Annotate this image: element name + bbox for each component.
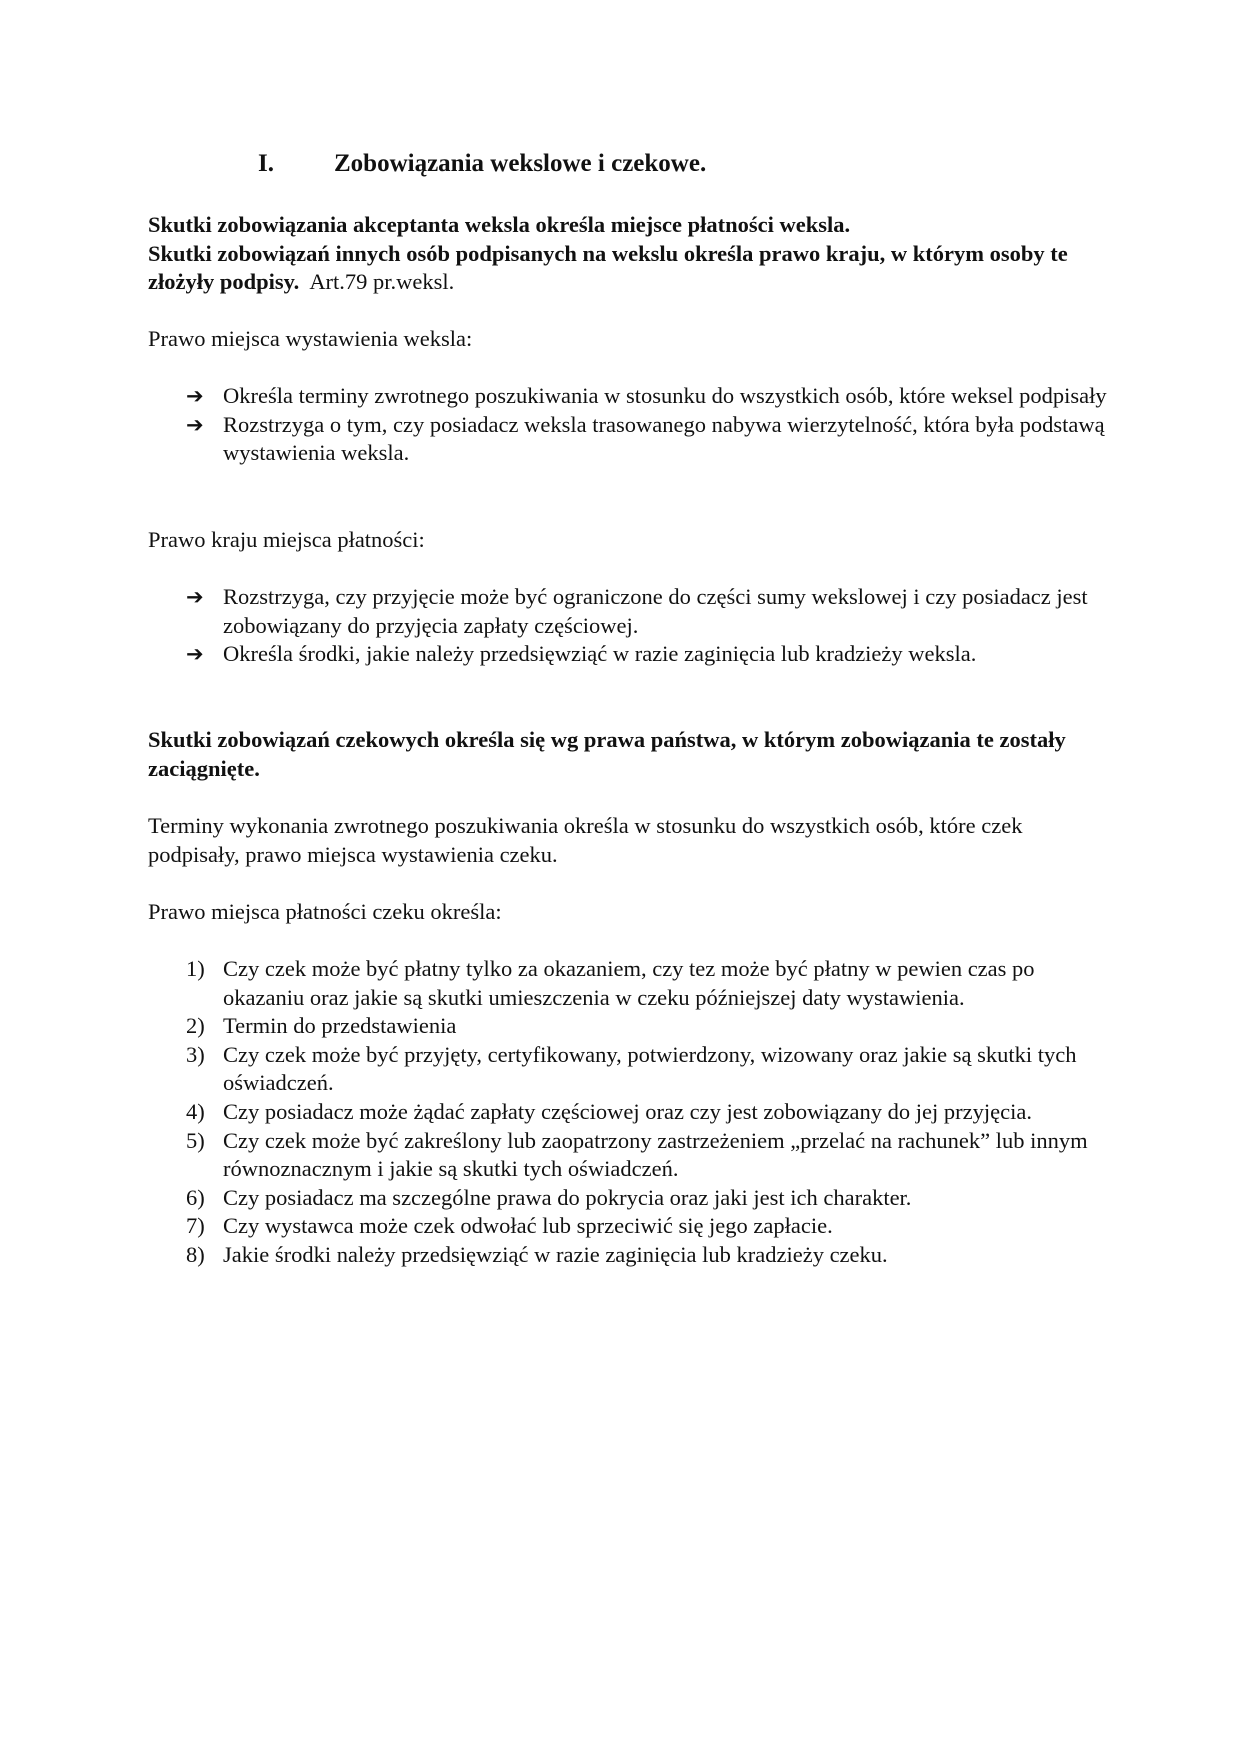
intro-line-others: Skutki zobowiązań innych osób podpisanych na wekslu określa prawo kraju, w którym osoby te złożyły podpisy. Art.79 pr.weksl. <box>148 240 1068 295</box>
section1-label: Prawo miejsca wystawienia weksla: <box>148 326 473 351</box>
section2-label: Prawo kraju miejsca płatności: <box>148 527 425 552</box>
list-item: ➔ Rozstrzyga, czy przyjęcie może być ograniczone do części sumy wekslowej i czy posiadacz jest zobowiązany do przyjęcia zapłaty częściowej. <box>186 584 1088 638</box>
item-number: 6) <box>186 1184 205 1210</box>
list-item: ➔ Określa terminy zwrotnego poszukiwania w stosunku do wszystkich osób, które weksel podpisały <box>148 382 1108 411</box>
list-item: ➔ Określa środki, jakie należy przedsięwziąć w razie zaginięcia lub kradzieży weksla. <box>148 640 1108 669</box>
list-item: 6) Czy posiadacz ma szczególne prawa do pokrycia oraz jaki jest ich charakter. <box>148 1184 1108 1213</box>
intro-paragraph <box>148 211 1108 297</box>
cheque-statement: Skutki zobowiązań czekowych określa się wg prawa państwa, w którym zobowiązania te zostały zaciągnięte. <box>148 727 1066 781</box>
item-number: 3) <box>186 1041 205 1067</box>
right-arrow-icon: ➔ <box>186 642 204 667</box>
item-number: 7) <box>186 1213 205 1239</box>
section1-list <box>148 382 1108 468</box>
article-citation: Art.79 pr.weksl. <box>309 269 455 295</box>
list-item: 8) Jakie środki należy przedsięwziąć w razie zaginięcia lub kradzieży czeku. <box>148 1241 1108 1270</box>
list-item: 4) Czy posiadacz może żądać zapłaty częściowej oraz czy jest zobowiązany do jej przyjęcia. <box>148 1098 1108 1127</box>
section-number: I. <box>258 150 274 177</box>
item-number: 1) <box>186 956 205 981</box>
right-arrow-icon: ➔ <box>186 585 204 609</box>
item-number: 8) <box>186 1241 205 1267</box>
item-number: 2) <box>186 1013 205 1039</box>
cheque-payment-label: Prawo miejsca płatności czeku określa: <box>148 899 502 924</box>
section2-list <box>148 583 1108 669</box>
list-item: 7) Czy wystawca może czek odwołać lub sprzeciwić się jego zapłacie. <box>148 1212 1108 1241</box>
list-item: 5) Czy czek może być zakreślony lub zaopatrzony zastrzeżeniem „przelać na rachunek” lub innym równoznacznym i jakie są skutki tych oświadczeń. <box>186 1127 1088 1182</box>
list-item: 3) Czy czek może być przyjęty, certyfikowany, potwierdzony, wizowany oraz jakie są skutki tych oświadczeń. <box>186 1041 1077 1096</box>
list-item: 1) Czy czek może być płatny tylko za okazaniem, czy tez może być płatny w pewien czas po okazaniu oraz jakie są skutki umieszczenia w czeku późniejszej daty wystawienia. <box>186 956 1035 1010</box>
item-number: 4) <box>186 1098 205 1124</box>
right-arrow-icon: ➔ <box>186 384 204 408</box>
section-heading <box>258 150 706 178</box>
cheque-terms-paragraph: Terminy wykonania zwrotnego poszukiwania określa w stosunku do wszystkich osób, które czek podpisały, prawo miejsca wystawienia czeku. <box>148 813 1023 867</box>
list-item: ➔ Rozstrzyga o tym, czy posiadacz weksla trasowanego nabywa wierzytelność, która była podstawą wystawienia weksla. <box>186 411 1105 466</box>
section-title: Zobowiązania wekslowe i czekowe. <box>334 150 707 177</box>
list-item: 2) Termin do przedstawienia <box>148 1012 1108 1041</box>
intro-line-acceptor: Skutki zobowiązania akceptanta weksla określa miejsce płatności weksla. <box>148 212 851 237</box>
item-number: 5) <box>186 1127 205 1153</box>
cheque-numbered-list <box>148 955 1108 1270</box>
right-arrow-icon: ➔ <box>186 412 204 437</box>
